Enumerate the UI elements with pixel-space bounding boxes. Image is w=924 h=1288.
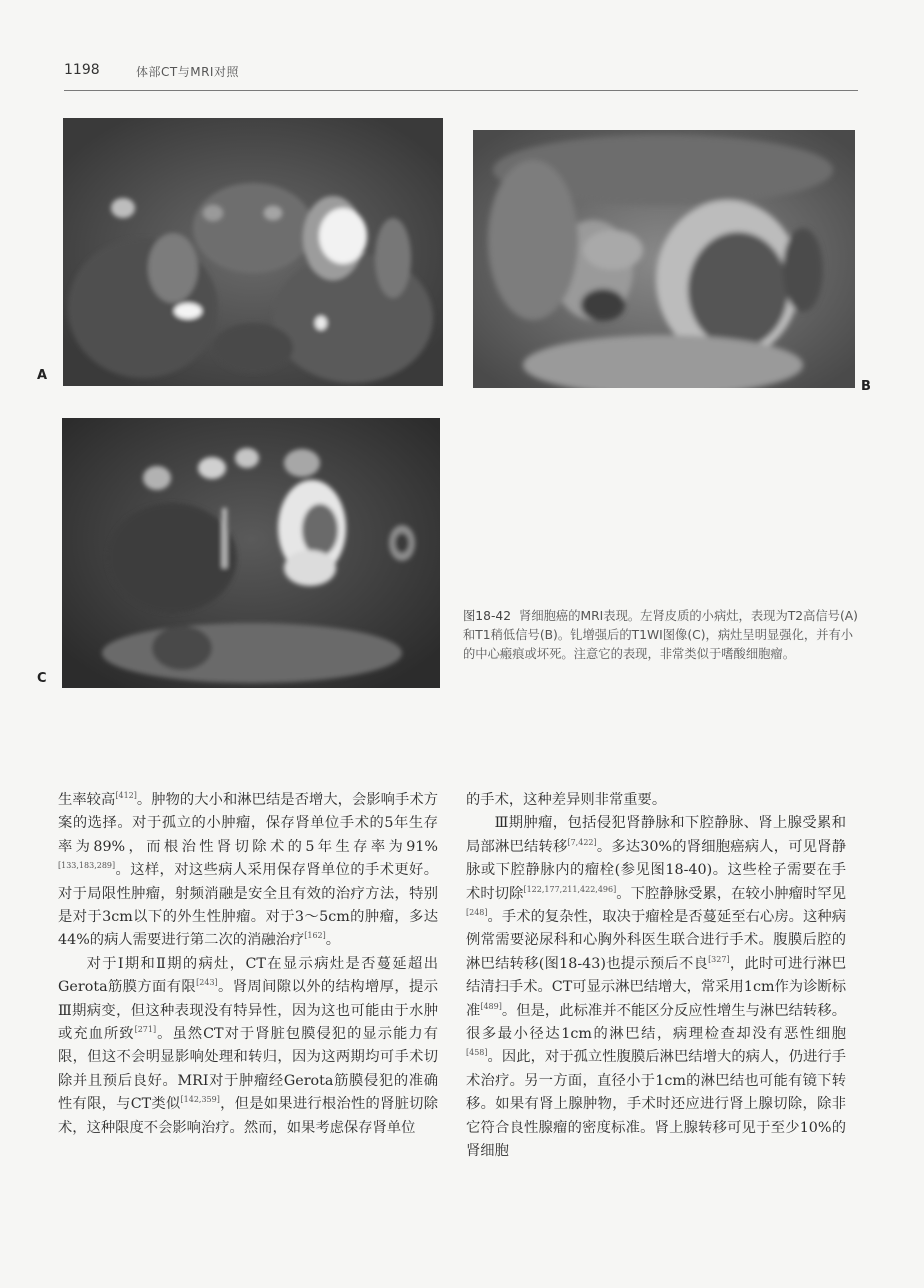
citation: [458] <box>466 1048 488 1058</box>
text-run: 生率较高 <box>58 792 116 808</box>
figure-panel-b <box>473 130 855 388</box>
paragraph <box>466 812 846 1163</box>
text-run: 。这样，对这些病人采用保存肾单位的手术更好。对于局限性肿瘤，射频消融是安全且有效的治疗方法，特别是对于3cm以下的外生性肿瘤。对于3～5cm的肿瘤，多达44%的病人需要进行第二次的消融治疗 <box>58 862 438 949</box>
text-run: 对于Ⅰ期和Ⅱ期的病灶，CT在显示病灶是否蔓延超出Gerota筋膜方面有限 <box>58 955 438 996</box>
text-run: ，但是如果进行根治性的肾脏切除术，这种限度不会影响治疗。然而，如果考虑保存肾单位 <box>58 1096 438 1136</box>
citation: [122,177,211,422,496] <box>523 884 617 894</box>
figure-number: 图18-42 <box>463 609 512 623</box>
citation: [271] <box>134 1025 157 1035</box>
citation: [133,183,289] <box>58 861 116 871</box>
text-run: 。因此，对于孤立性腹膜后淋巴结增大的病人，仍进行手术治疗。另一方面，直径小于1cm的淋巴结也可能有镜下转移。如果有肾上腺肿物，手术时还应进行肾上腺切除，除非它符合良性腺瘤的密度标准。肾上腺转移可见于至少10%的肾细胞 <box>466 1049 846 1160</box>
text-run: ，此时可进行淋巴结清扫手术。CT可显示淋巴结增大，常采用1cm作为诊断标准 <box>466 955 846 1019</box>
text-run: 。多达30%的肾细胞癌病人，可见肾静脉或下腔静脉内的瘤栓(参见图18-40)。这些栓子需要在手术时切除 <box>466 838 847 902</box>
text-run: 。虽然CT对于肾脏包膜侵犯的显示能力有限，但这不会明显影响处理和转归，因为这两期均可手术切除并且预后良好。MRI对于肿瘤经Gerota筋膜侵犯的准确性有限，与CT类似 <box>58 1026 438 1113</box>
citation: [7,422] <box>567 838 597 848</box>
text-run: 。下腔静脉受累，在较小肿瘤时罕见 <box>616 885 847 902</box>
text-run: 。但是，此标准并不能区分反应性增生与淋巴结转移。很多最小径达1cm的淋巴结，病理检查却没有恶性细胞 <box>466 1002 847 1043</box>
panel-label-a: A <box>37 368 48 383</box>
text-run: 。手术的复杂性，取决于瘤栓是否蔓延至右心房。这种病例常需要泌尿科和心胸外科医生联合进行手术。腹膜后腔的淋巴结转移(图18-43)也提示预后不良 <box>466 909 846 972</box>
citation: [243] <box>196 978 218 988</box>
citation: [142,359] <box>180 1095 220 1105</box>
mri-image-c <box>62 418 440 688</box>
text-run: 。肾周间隙以外的结构增厚，提示Ⅲ期病变，但这种表现没有特异性，因为这也可能由于水肿或充血所致 <box>58 979 439 1043</box>
text-run: 。肿物的大小和淋巴结是否增大，会影响手术方案的选择。对于孤立的小肿瘤，保存肾单位手术的5年生存率为89%，而根治性肾切除术的5年生存率为91% <box>58 792 438 855</box>
citation: [248] <box>466 908 488 918</box>
text-run: 。 <box>325 932 341 949</box>
caption-text: 肾细胞癌的MRI表现。左肾皮质的小病灶，表现为T2高信号(A)和T1稍低信号(B)。钆增强后的T1WI图像(C)，病灶呈明显强化，并有小的中心瘢痕或坏死。注意它的表现，非常类似于嗜酸细胞瘤。 <box>463 609 858 661</box>
panel-label-c: C <box>37 671 47 686</box>
figure-panel-c <box>62 418 440 688</box>
running-title: 体部CT与MRI对照 <box>136 65 239 79</box>
page-header <box>64 60 858 91</box>
text-run: Ⅲ期肿瘤，包括侵犯肾静脉和下腔静脉、肾上腺受累和局部淋巴结转移 <box>466 815 846 855</box>
figure-caption <box>463 607 863 664</box>
citation: [162] <box>304 931 326 941</box>
mri-image-a <box>63 118 443 386</box>
figure-panel-a <box>63 118 443 386</box>
mri-image-b <box>473 130 855 388</box>
body-column-right <box>466 789 846 1164</box>
panel-label-b: B <box>861 379 871 394</box>
citation: [489] <box>480 1001 502 1011</box>
citation: [412] <box>115 791 137 801</box>
paragraph <box>58 789 438 953</box>
paragraph <box>58 953 438 1140</box>
paragraph: 的手术，这种差异则非常重要。 <box>466 792 667 808</box>
body-column-left <box>58 789 438 1140</box>
citation: [327] <box>708 955 730 965</box>
page-number: 1198 <box>64 62 100 78</box>
